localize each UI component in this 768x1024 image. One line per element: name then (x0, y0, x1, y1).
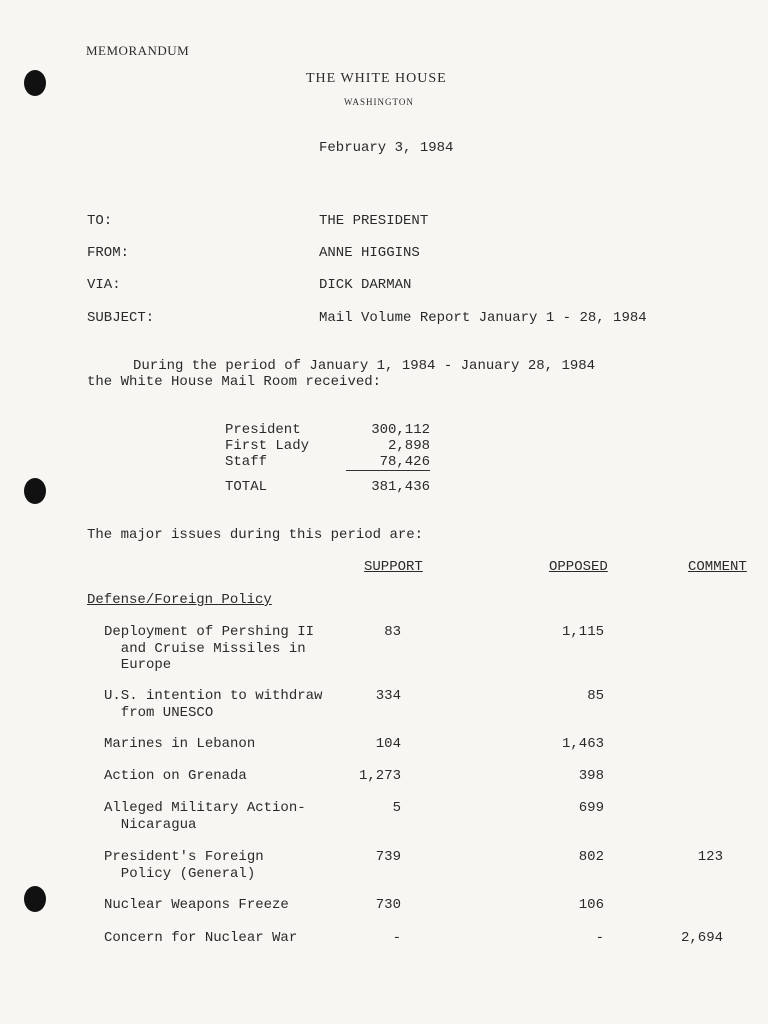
total-label-staff: Staff (225, 454, 268, 470)
punch-hole (24, 70, 46, 96)
issue-support: 5 (392, 800, 401, 816)
issue-support: 1,273 (358, 768, 401, 784)
issue-opposed: 106 (578, 897, 604, 913)
issue-support: 730 (375, 897, 401, 913)
issue-opposed: 802 (578, 849, 604, 865)
memo-date: February 3, 1984 (319, 140, 454, 156)
total-value-president: 300,112 (371, 422, 430, 438)
memo-label: MEMORANDUM (86, 43, 190, 58)
issue-comment: 2,694 (680, 930, 723, 946)
issue-support: 739 (375, 849, 401, 865)
issue-label: Action on Grenada (104, 768, 247, 784)
issue-label: Deployment of Pershing II and Cruise Missiles in Europe (104, 624, 315, 673)
total-value-staff: 78,426 (379, 454, 430, 470)
section-title: Defense/Foreign Policy (87, 592, 272, 608)
issue-label: Nuclear Weapons Freeze (104, 897, 289, 913)
issue-support: - (392, 930, 401, 946)
issue-opposed: 85 (587, 688, 604, 704)
from-label: FROM: (87, 245, 130, 261)
total-value-first-lady: 2,898 (387, 438, 430, 454)
column-header-opposed: OPPOSED (549, 559, 608, 575)
issue-support: 334 (375, 688, 401, 704)
issue-label: Marines in Lebanon (104, 736, 256, 752)
issue-opposed: 1,463 (561, 736, 604, 752)
total-label-president: President (225, 422, 301, 438)
total-label-first-lady: First Lady (225, 438, 310, 454)
intro-line-1: During the period of January 1, 1984 - January 28, 1984 (133, 358, 596, 374)
punch-hole (24, 478, 46, 504)
issue-label: Concern for Nuclear War (104, 930, 298, 946)
issue-opposed: 1,115 (561, 624, 604, 640)
to-value: THE PRESIDENT (319, 213, 429, 229)
via-label: VIA: (87, 277, 121, 293)
issues-intro: The major issues during this period are: (87, 527, 424, 543)
column-header-comment: COMMENT (688, 559, 747, 575)
punch-hole (24, 886, 46, 912)
org-name: THE WHITE HOUSE (306, 71, 447, 86)
issue-label: Alleged Military Action- Nicaragua (104, 800, 306, 833)
subject-value: Mail Volume Report January 1 - 28, 1984 (319, 310, 647, 326)
issue-comment: 123 (697, 849, 723, 865)
via-value: DICK DARMAN (319, 277, 412, 293)
issue-support: 104 (375, 736, 401, 752)
issue-opposed: 398 (578, 768, 604, 784)
issue-label: President's Foreign Policy (General) (104, 849, 264, 882)
sum-rule (346, 470, 430, 471)
issue-opposed: - (595, 930, 604, 946)
grand-total-value: 381,436 (371, 479, 430, 495)
grand-total-label: TOTAL (225, 479, 268, 495)
to-label: TO: (87, 213, 113, 229)
intro-line-2: the White House Mail Room received: (87, 374, 382, 390)
org-city: WASHINGTON (344, 97, 414, 107)
issue-label: U.S. intention to withdraw from UNESCO (104, 688, 323, 721)
column-header-support: SUPPORT (364, 559, 423, 575)
issue-opposed: 699 (578, 800, 604, 816)
from-value: ANNE HIGGINS (319, 245, 420, 261)
subject-label: SUBJECT: (87, 310, 155, 326)
issue-support: 83 (384, 624, 401, 640)
